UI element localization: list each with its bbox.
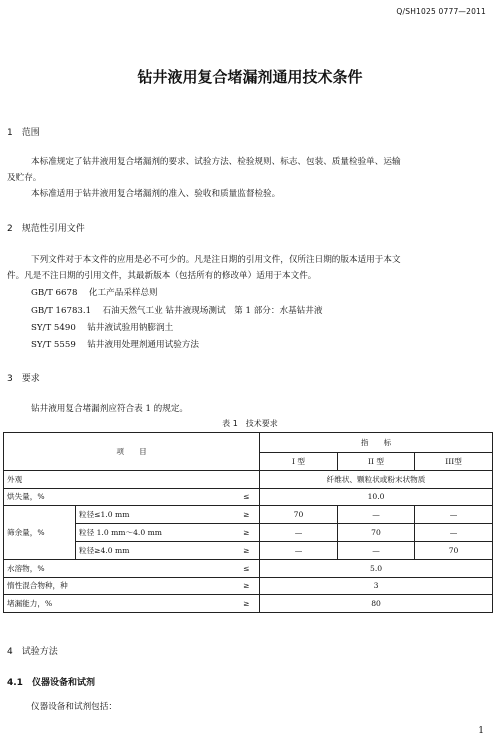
reference-name: 石油天然气工业 钻井液现场测试 第 1 部分：水基钻井液 xyxy=(102,306,323,316)
section-1-para-2: 本标准适用于钻井液用复合堵漏剂的准入、验收和质量监督检验。 xyxy=(31,189,281,199)
row-value-appearance: 纤维状、颗粒状或粉末状物质 xyxy=(260,470,493,488)
technical-requirements-table xyxy=(3,432,493,613)
row-operator: ≥ xyxy=(234,577,260,595)
row-operator: ≥ xyxy=(234,541,260,559)
row-label-water-soluble: 水溶物，% xyxy=(4,559,234,577)
row-operator: ≥ xyxy=(234,524,260,542)
section-4-1-intro: 仪器设备和试剂包括： xyxy=(31,702,117,712)
reference-name: 钻井液用处理剂通用试验方法 xyxy=(87,340,199,350)
reference-item xyxy=(31,321,173,335)
section-3-intro: 钻井液用复合堵漏剂应符合表 1 的规定。 xyxy=(31,404,189,414)
sieve-type-1-value: 70 xyxy=(260,506,338,524)
row-label-inert-count: 惰性混合物种，种 xyxy=(4,577,234,595)
row-operator: ≥ xyxy=(234,506,260,524)
row-value-inert-count: 3 xyxy=(260,577,493,595)
table-header-type-2: II 型 xyxy=(338,453,415,471)
section-2-para-line-1: 下列文件对于本文件的应用是必不可少的。凡是注日期的引用文件，仅所注日期的版本适用于本文 xyxy=(31,255,401,265)
reference-code: SY/T 5559 xyxy=(31,340,76,350)
section-4-heading: 4 试验方法 xyxy=(7,647,58,657)
sieve-sub-label: 粒径≥4.0 mm xyxy=(76,541,234,559)
reference-code: GB/T 16783.1 xyxy=(31,306,92,316)
section-2-para-line-2: 件。凡是不注日期的引用文件，其最新版本（包括所有的修改单）适用于本文件。 xyxy=(7,271,317,281)
table-header-item: 项 目 xyxy=(4,433,260,471)
sieve-type-3-value: 70 xyxy=(415,541,493,559)
row-value-drying-loss: 10.0 xyxy=(260,488,493,506)
reference-item xyxy=(31,286,158,300)
sieve-type-2-value: — xyxy=(338,506,415,524)
sieve-sub-label: 粒径 1.0 mm～4.0 mm xyxy=(76,524,234,542)
table-header-index: 指 标 xyxy=(260,433,493,453)
section-3-heading: 3 要求 xyxy=(7,374,40,384)
reference-code: GB/T 6678 xyxy=(31,288,78,298)
table-caption: 表 1 技术要求 xyxy=(222,419,278,428)
document-header-id: Q/SH1025 0777—2011 xyxy=(396,7,486,16)
row-operator: ≤ xyxy=(234,488,260,506)
table-header-type-1: I 型 xyxy=(260,453,338,471)
sieve-type-3-value: — xyxy=(415,524,493,542)
row-operator: ≤ xyxy=(234,559,260,577)
reference-name: 钻井液试验用钠膨润土 xyxy=(87,323,174,333)
row-operator: ≥ xyxy=(234,595,260,613)
reference-code: SY/T 5490 xyxy=(31,323,76,333)
page-number: 1 xyxy=(478,726,484,736)
section-2-heading: 2 规范性引用文件 xyxy=(7,224,85,234)
section-1-para-1-line-1: 本标准规定了钻井液用复合堵漏剂的要求、试验方法、检验规则、标志、包装、质量检验单、运输 xyxy=(31,157,401,167)
sieve-type-2-value: 70 xyxy=(338,524,415,542)
table-header-type-3: III型 xyxy=(415,453,493,471)
section-1-heading: 1 范围 xyxy=(7,128,40,138)
row-label-plugging: 堵漏能力，% xyxy=(4,595,234,613)
sieve-sub-label: 粒径≤1.0 mm xyxy=(76,506,234,524)
row-label-sieve: 筛余量，% xyxy=(4,506,76,559)
section-1-para-1-line-2: 及贮存。 xyxy=(7,173,42,183)
sieve-type-2-value: — xyxy=(338,541,415,559)
row-label-drying-loss: 烘失量，% xyxy=(4,488,234,506)
section-4-1-heading: 4.1 仪器设备和试剂 xyxy=(7,678,95,688)
reference-item xyxy=(31,304,322,318)
reference-item xyxy=(31,338,199,352)
row-value-water-soluble: 5.0 xyxy=(260,559,493,577)
sieve-type-1-value: — xyxy=(260,524,338,542)
reference-name: 化工产品采样总则 xyxy=(88,288,158,298)
row-label-appearance: 外观 xyxy=(4,470,260,488)
sieve-type-1-value: — xyxy=(260,541,338,559)
sieve-type-3-value: — xyxy=(415,506,493,524)
document-title: 钻井液用复合堵漏剂通用技术条件 xyxy=(137,68,363,86)
row-value-plugging: 80 xyxy=(260,595,493,613)
